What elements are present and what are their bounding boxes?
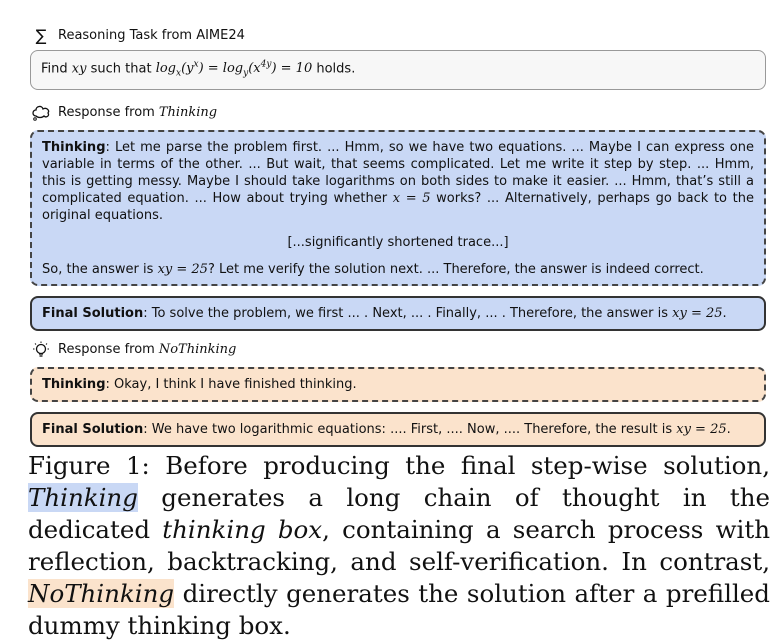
task-box: Find xy such that $\log_x(y^x) = \log_y(x^{4y}) = 10$ holds.: [30, 50, 766, 90]
task-header: [30, 22, 766, 48]
caption-thinking-highlight: Thinking: [28, 483, 138, 512]
thinking-trace-text: Thinking: Let me parse the problem first. ... Hmm, so we have two equations. ... Maybe I can express one variable in terms of the other. ... But wait, that seems complicated. Let me write it step by step. ... Hmm, this is getting messy. Maybe I should take logarithms on both sides to make it easier. ... Hmm, that’s still a complicated equation. ... How about trying whether x = 5 works? ... Alternatively, perhaps go back to the original equations.: [42, 139, 754, 223]
thinking-mode-name: Thinking: [158, 105, 218, 121]
task-header-label: Reasoning Task from AIME24: [58, 27, 245, 43]
figure-caption: Figure 1: Before producing the final step-wise solution, Thinking generates a long chain of thought in the dedicated thinking box, containing a search process with reflection, backtracking, and self-verification. In contrast, NoThinking directly generates the solution after a prefilled dummy thinking box.: [28, 451, 771, 640]
thought-cloud-icon: [30, 105, 52, 121]
nothinking-section-header: Response from NoThinking: [30, 337, 766, 363]
task-variable: xy: [71, 61, 87, 77]
thinking-final-solution-box: Final Solution: To solve the problem, we first ... . Next, ... . Finally, ... . Therefore, the answer is xy = 25.: [30, 296, 766, 331]
shortened-note: [...significantly shortened trace...]: [287, 234, 509, 250]
thinking-section-header: Response from Thinking: [30, 100, 766, 126]
thinking-trace-box: [30, 130, 766, 286]
lightbulb-icon: [30, 341, 52, 359]
task-equation: $\log_x(y^x) = \log_y(x^{4y}) = 10$: [155, 60, 313, 79]
nothinking-final-solution-box: Final Solution: We have two logarithmic equations: .... First, .... Now, .... Therefore, the result is xy = 25.: [30, 412, 766, 447]
figure-panel: [30, 22, 766, 447]
sigma-icon: ∑: [35, 25, 47, 45]
thinking-answer-line: So, the answer is xy = 25? Let me verify the solution next. ... Therefore, the answer is indeed correct.: [42, 261, 704, 277]
nothinking-dummy-box: Thinking: Okay, I think I have finished thinking.: [30, 367, 766, 402]
caption-nothinking-highlight: NoThinking: [28, 579, 175, 608]
nothinking-mode-name: NoThinking: [158, 342, 237, 358]
caption-label: Figure 1:: [28, 451, 150, 480]
